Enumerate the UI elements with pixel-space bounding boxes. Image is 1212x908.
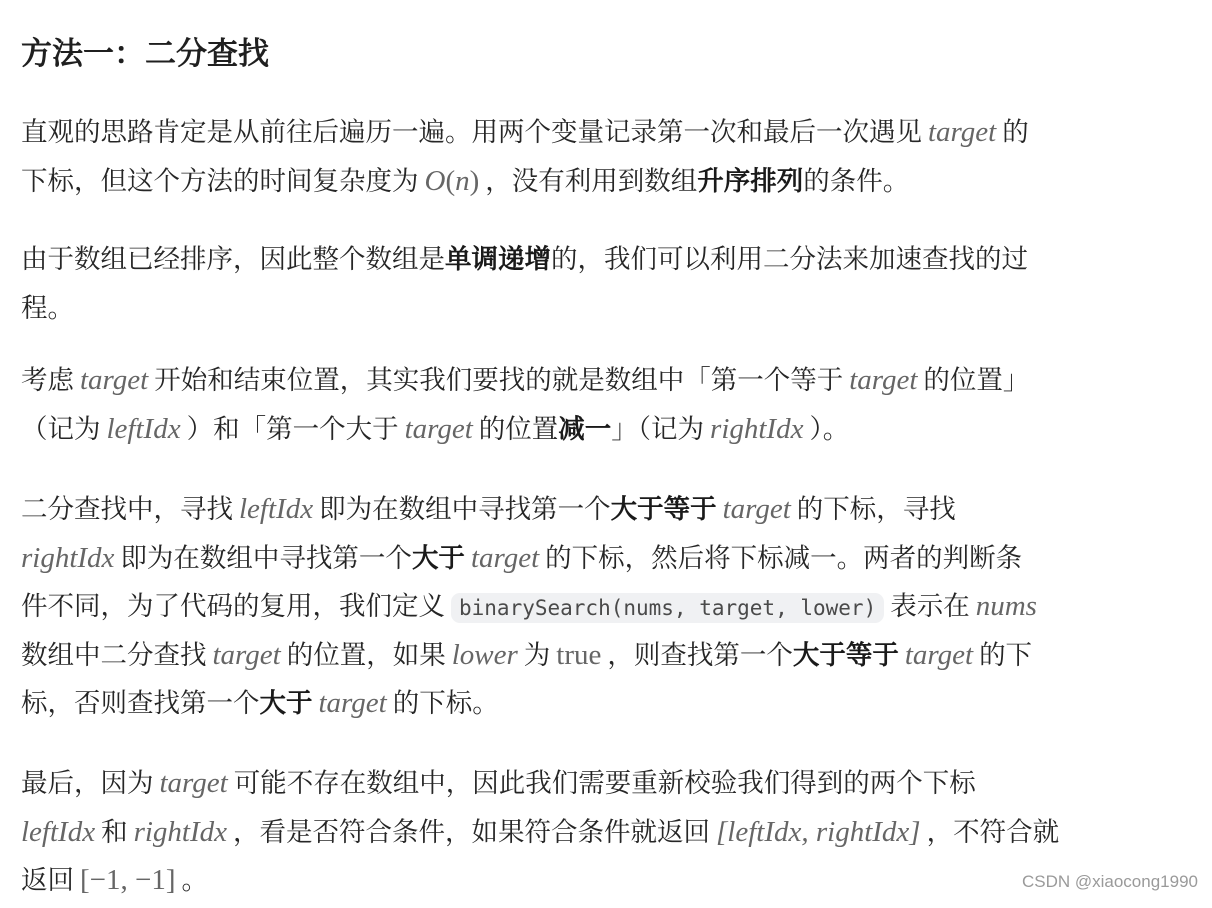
p3-line-2 <box>21 405 1196 454</box>
text: 的下标，然后将下标减一。两者的判断条 <box>545 542 1023 574</box>
text: 件不同，为了代码的复用，我们定义 <box>21 591 445 622</box>
math-nums: nums <box>975 590 1037 622</box>
math-target: target <box>159 767 228 799</box>
text: 的 <box>1002 117 1029 148</box>
bold-text: 单调递增 <box>445 244 551 275</box>
math-lower: lower <box>451 638 518 671</box>
p4-line-1 <box>21 485 1196 534</box>
text: ）和「第一个大于 <box>186 413 399 445</box>
text: 的下 <box>979 639 1033 671</box>
inline-code: binarySearch(nums, target, lower) <box>451 593 884 623</box>
p2-line-2: 程。 <box>21 292 74 324</box>
math-target: target <box>849 364 918 396</box>
math-target: target <box>470 541 540 574</box>
p3-line-1 <box>21 356 1196 405</box>
text: 的位置 <box>478 413 559 445</box>
bold-text: 升序排列 <box>697 165 804 197</box>
text: 最后，因为 <box>21 768 154 799</box>
p5-line-1 <box>21 759 1196 808</box>
text: 考虑 <box>21 365 74 396</box>
math-leftidx: leftIdx <box>239 493 314 525</box>
math-target: target <box>928 116 997 148</box>
text: 即为在数组中寻找第一个 <box>120 542 412 574</box>
bold-text: 大于等于 <box>792 639 899 671</box>
text: 下标，但这个方法的时间复杂度为 <box>21 165 419 197</box>
text: 直观的思路肯定是从前往后遍历一遍。用两个变量记录第一次和最后一次遇见 <box>21 117 922 148</box>
p4-line-3 <box>21 582 1196 631</box>
text: 的下标，寻找 <box>796 494 956 525</box>
text: 由于数组已经排序，因此整个数组是 <box>21 244 445 275</box>
bold-text: 大于 <box>411 542 465 574</box>
p5-line-3 <box>21 856 1196 905</box>
p1-line-1 <box>21 108 1196 157</box>
text: 表示在 <box>890 591 970 622</box>
math-neg-interval: [−1, −1] <box>80 864 176 896</box>
p4-line-5 <box>21 679 1196 728</box>
text: ，则查找第一个 <box>607 639 793 671</box>
p1-line-2 <box>21 157 1196 206</box>
p4-line-2 <box>21 534 1196 583</box>
p5-line-2 <box>21 808 1196 857</box>
text: 为 <box>523 639 551 671</box>
text: 二分查找中，寻找 <box>21 494 233 525</box>
math-target: target <box>212 638 281 671</box>
text: 」（记为 <box>611 413 705 445</box>
paragraph-1 <box>21 108 1196 205</box>
paragraph-5 <box>21 759 1196 905</box>
text: （记为 <box>21 413 101 445</box>
paragraph-4 <box>21 485 1196 728</box>
text: ，没有利用到数组 <box>485 165 698 197</box>
math-target: target <box>80 364 149 396</box>
math-target: target <box>404 412 473 445</box>
text: 。 <box>181 865 209 896</box>
text: 的条件。 <box>803 165 910 197</box>
text: 的位置」 <box>923 365 1030 396</box>
text: 的位置，如果 <box>286 639 446 671</box>
math-rightidx: rightIdx <box>21 541 115 574</box>
bold-text: 大于 <box>259 688 313 719</box>
section-heading: 方法一：二分查找 <box>21 36 269 72</box>
text: 即为在数组中寻找第一个 <box>319 494 611 525</box>
bold-text: 减一 <box>558 413 612 445</box>
text: ，看是否符合条件，如果符合条件就返回 <box>233 816 711 848</box>
paragraph-3 <box>21 356 1196 453</box>
text: ，不符合就 <box>926 816 1060 848</box>
text: 返回 <box>21 865 74 896</box>
math-target: target <box>904 638 974 671</box>
text: 开始和结束位置，其实我们要找的就是数组中「第一个等于 <box>154 365 844 396</box>
math-interval: [leftIdx, rightIdx] <box>716 815 921 848</box>
text: 数组中二分查找 <box>21 639 207 671</box>
p4-line-4 <box>21 631 1196 680</box>
math-leftidx: leftIdx <box>106 412 181 445</box>
bold-text: 大于等于 <box>610 494 717 525</box>
math-leftidx: leftIdx <box>21 815 96 848</box>
math-complexity: O(n) <box>424 164 480 197</box>
math-o: O <box>424 164 446 197</box>
text: ）。 <box>809 413 850 445</box>
math-target: target <box>722 493 791 525</box>
math-rightidx: rightIdx <box>710 412 804 445</box>
text: 可能不存在数组中，因此我们需要重新校验我们得到的两个下标 <box>233 768 976 799</box>
csdn-watermark: CSDN @xiaocong1990 <box>1021 872 1198 891</box>
text: 标，否则查找第一个 <box>21 688 260 719</box>
text: 的，我们可以利用二分法来加速查找的过 <box>551 244 1028 275</box>
text: 的下标。 <box>392 688 499 719</box>
p2-line-1 <box>21 236 1196 285</box>
math-true: true <box>556 638 602 671</box>
paragraph-2 <box>21 236 1196 333</box>
math-rightidx: rightIdx <box>133 815 228 848</box>
math-target: target <box>318 687 387 719</box>
math-n: n <box>455 164 470 197</box>
text: 和 <box>101 816 128 848</box>
